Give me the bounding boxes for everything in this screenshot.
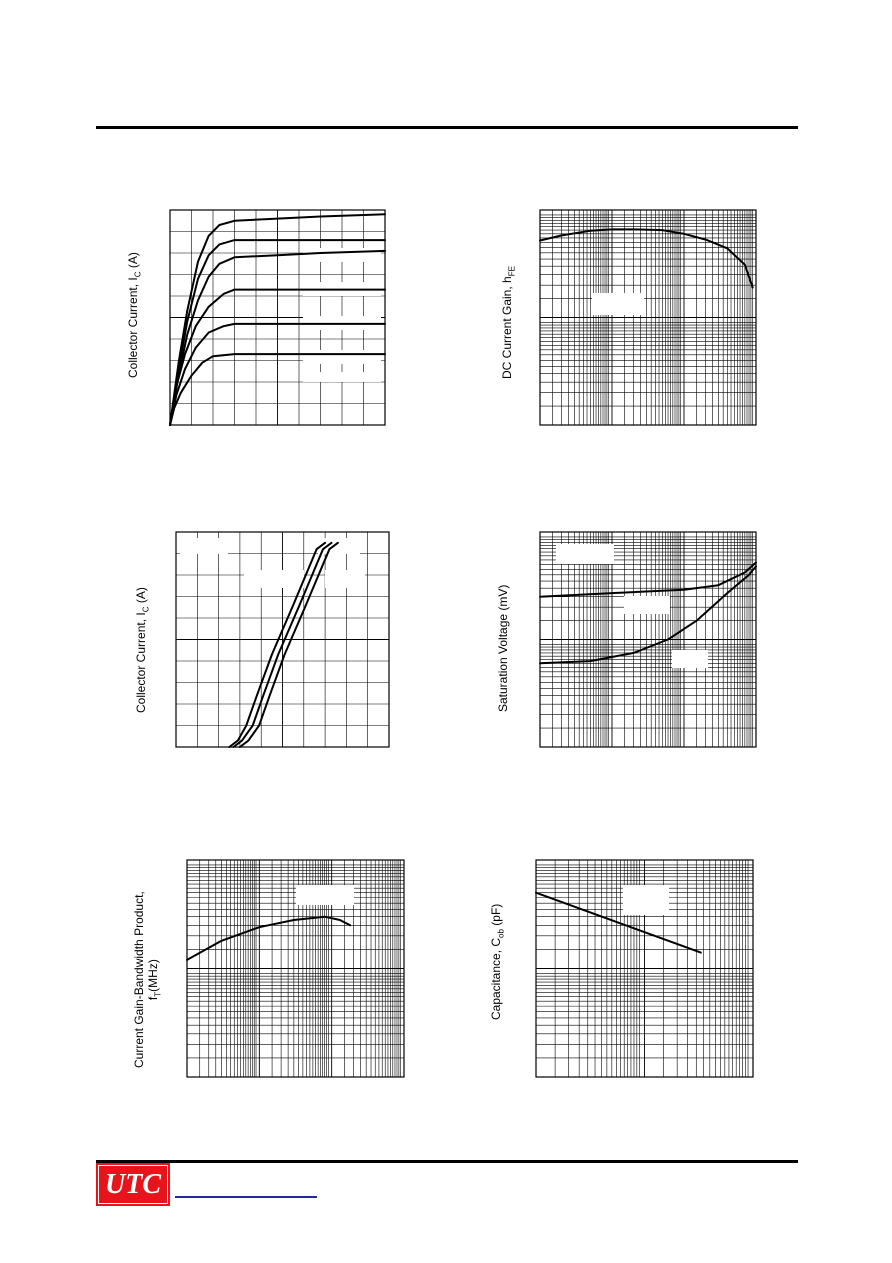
website-link-underline[interactable] (175, 1196, 317, 1198)
blank-label-area (623, 885, 669, 915)
utc-logo (96, 1163, 170, 1206)
blank-label-area (672, 650, 708, 668)
transfer-chart-ylabel: Collector Current, $I_C$ (A) (134, 587, 151, 713)
blank-label-area (624, 596, 670, 614)
hfe-chart-ylabel: DC Current Gain, $h_{FE}$ (500, 266, 517, 379)
ft-chart (182, 855, 409, 1082)
ft-chart-ylabel: Current Gain-Bandwidth Product, $f_T(MHz)$ (132, 891, 163, 1068)
blank-label-area (180, 538, 228, 554)
blank-label-area (325, 570, 365, 588)
blank-label-area (303, 248, 381, 262)
output-chart (165, 205, 390, 430)
blank-label-area (592, 293, 644, 315)
blank-label-area (244, 570, 304, 588)
hfe-chart (535, 205, 761, 430)
utc-logo-frame (98, 1165, 168, 1204)
output-chart-ylabel: Collector Current, $I_C$ (A) (126, 252, 143, 378)
footer-rule (96, 1160, 798, 1163)
transfer-chart (171, 527, 394, 752)
series-line (536, 893, 701, 953)
header-rule (96, 126, 798, 129)
series-line (187, 917, 350, 960)
saturation-chart (535, 527, 761, 752)
saturation-chart-ylabel: Saturation Voltage (mV) (496, 584, 510, 712)
blank-label-area (303, 350, 381, 364)
series-line (540, 563, 756, 597)
blank-label-area (556, 544, 614, 564)
utc-logo-text: UTC (105, 1169, 161, 1200)
capacitance-chart-ylabel: Capacitance, $C_{ob}$ (pF) (489, 903, 506, 1020)
blank-label-area (303, 372, 381, 382)
blank-label-area (296, 885, 354, 905)
blank-label-area (318, 538, 360, 554)
capacitance-chart (531, 855, 758, 1082)
